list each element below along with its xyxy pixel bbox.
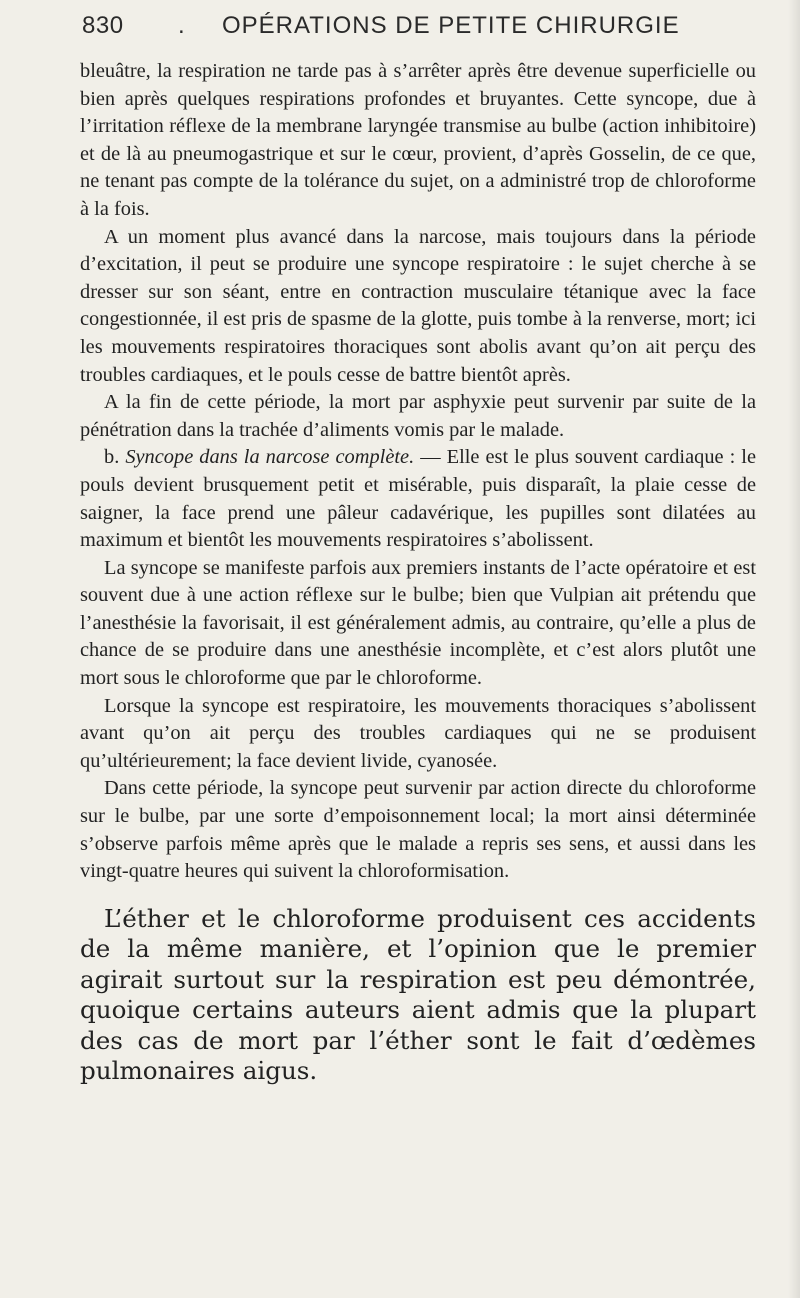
page-header bbox=[70, 8, 760, 48]
section-heading: Syncope dans la narcose complète. bbox=[125, 446, 415, 469]
paragraph-5: La syncope se manifeste parfois aux premiers instants de l’acte opératoire et est souvent due à une action réflexe sur le bulbe; bien que Vulpian ait prétendu que l’anesthésie la favorisait, il est généralement admis, au contraire, qu’elle a plus de chance de se produire dans une anesthésie incomplète, et c’est alors plutôt une mort sous le chloroforme que par le chloroforme. bbox=[80, 556, 756, 690]
paragraph-1: bleuâtre, la respiration ne tarde pas à s’arrêter après être devenue superficielle ou bien après quelques respirations profondes et bruyantes. Cette syncope, due à l’irritation réflexe de la membrane laryngée transmise au bulbe (action inhibitoire) et de là au pneumogastrique et sur le cœur, provient, d’après Gosselin, de ce que, ne tenant pas compte de la tolérance du sujet, on a administré trop de chloroforme à la fois. bbox=[80, 60, 756, 220]
paragraph-4 bbox=[80, 444, 756, 554]
page-edge-shadow bbox=[788, 0, 800, 1298]
paragraph-3: A la fin de cette période, la mort par asphyxie peut survenir par suite de la pénétration dans la trachée d’aliments vomis par le malade. bbox=[80, 391, 756, 441]
paragraph-2: A un moment plus avancé dans la narcose, mais toujours dans la période d’excitation, il peut se produire une syncope respiratoire : le sujet cherche à se dresser sur son séant, entre en contraction musculaire tétanique avec la face congestionnée, il est pris de spasme de la glotte, puis tombe à la renverse, mort; ici les mouvements respiratoires thoraciques sont abolis avant qu’on ait perçu des troubles cardiaques, et le pouls cesse de battre bientôt après. bbox=[80, 225, 756, 386]
paragraph-4-text: — Elle est le plus souvent cardiaque : le pouls devient brusquement petit et misérable, puis disparaît, la plaie cesse de saigner, la face prend une pâleur cadavérique, les pupilles sont dilatées au maximum et bientôt les mouvements respiratoires s’abolissent. bbox=[80, 446, 756, 552]
paragraph-6: Lorsque la syncope est respiratoire, les mouvements thoraciques s’abolissent avant qu’on ait perçu des troubles cardiaques qui ne se produisent qu’ultérieurement; la face devient livide, cyanosée. bbox=[80, 694, 756, 772]
page-number: 830 bbox=[82, 12, 124, 39]
paragraph-8-large: L’éther et le chloroforme produisent ces accidents de la même manière, et l’opinion que le premier agirait surtout sur la respiration est peu démontrée, quoique certains auteurs aient admis que la plupart des cas de mort par l’éther sont le fait d’œdèmes pulmonaires aigus. bbox=[80, 903, 756, 1086]
body-text bbox=[80, 58, 756, 1087]
paragraph-7: Dans cette période, la syncope peut survenir par action directe du chloroforme sur le bulbe, par une sorte d’empoisonnement local; la mort ainsi déterminée s’observe parfois même après que le malade a repris ses sens, et aussi dans les vingt-quatre heures qui suivent la chloroformisation. bbox=[80, 777, 756, 883]
header-separator: . bbox=[178, 12, 186, 39]
section-marker: b. bbox=[104, 446, 126, 469]
running-title: OPÉRATIONS DE PETITE CHIRURGIE bbox=[222, 12, 680, 39]
